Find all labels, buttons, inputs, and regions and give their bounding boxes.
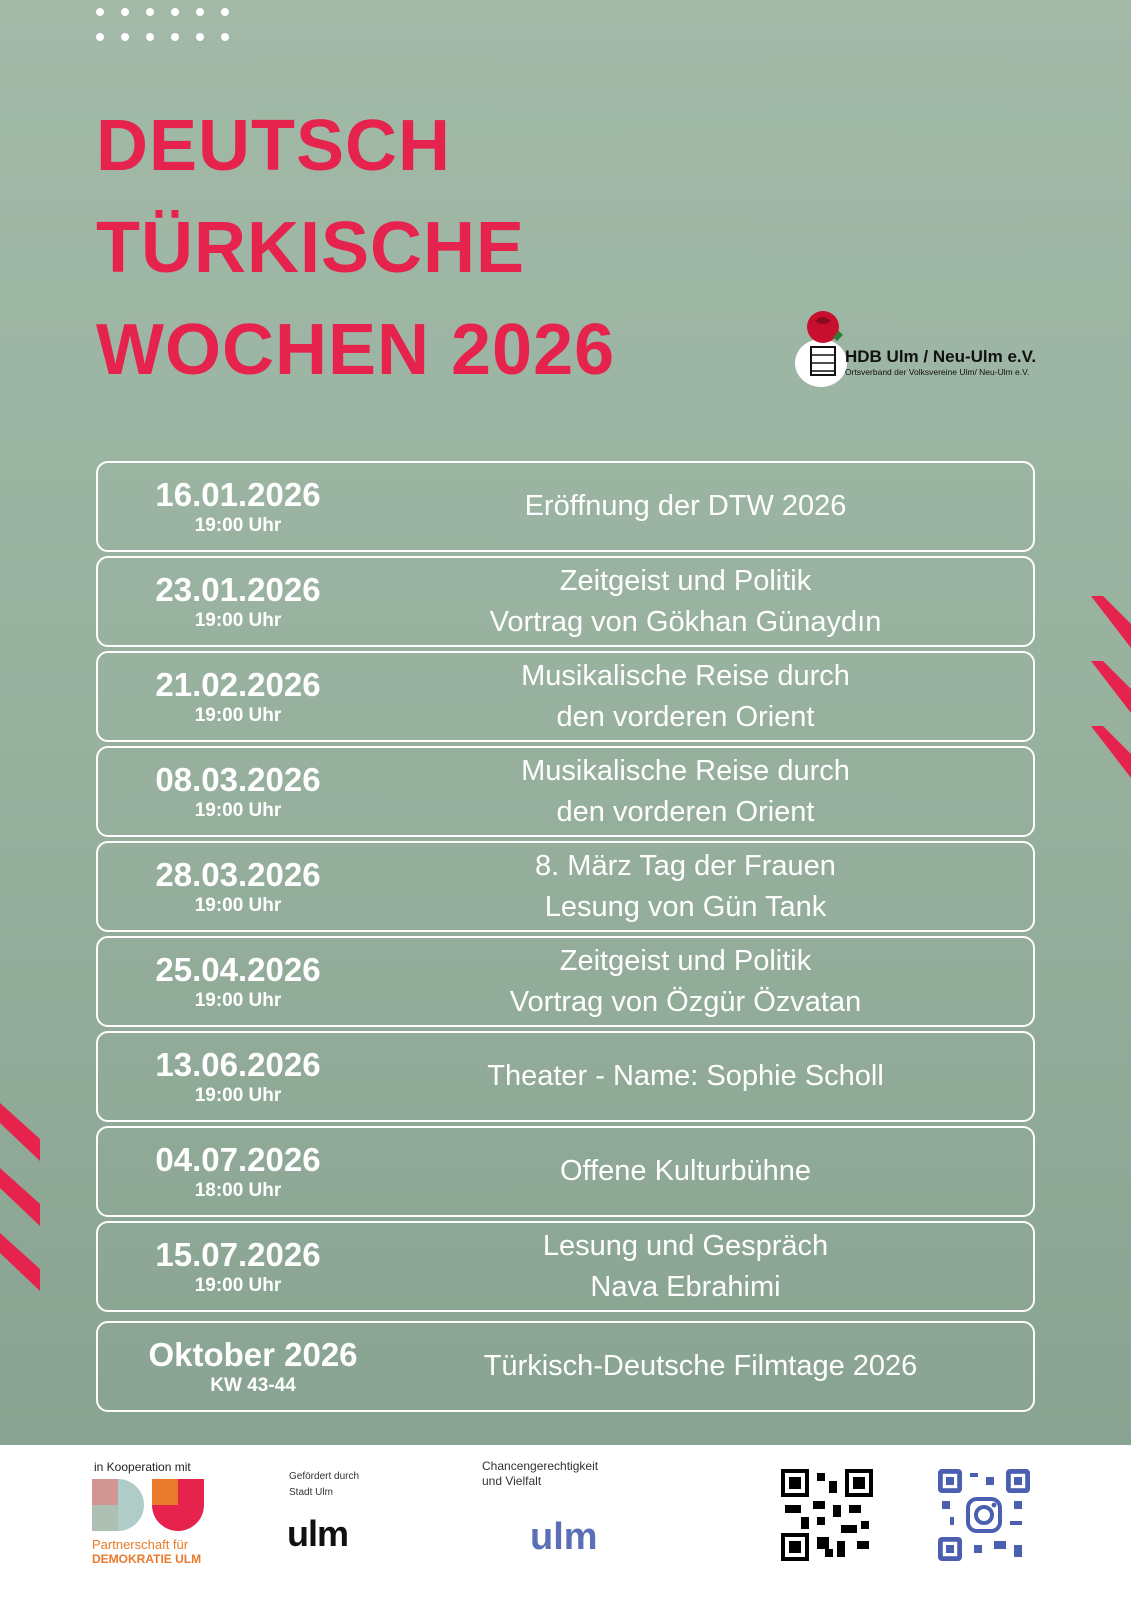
event-date: Oktober 2026 xyxy=(148,1335,358,1373)
event-time: 19:00 Uhr xyxy=(194,1274,282,1296)
event-subtitle: den vorderen Orient xyxy=(556,700,815,733)
event-datetime xyxy=(98,1336,408,1398)
funded-by-label: Gefördert durch xyxy=(289,1471,360,1482)
organizer-subtitle: Ortsverband der Volksvereine Ulm/ Neu-Ulm e.V. xyxy=(845,367,1030,377)
event-datetime xyxy=(98,571,378,633)
ulm-color-logo xyxy=(530,1513,612,1557)
event-time: 19:00 Uhr xyxy=(194,609,282,631)
event-row xyxy=(96,461,1035,552)
organizer-logo xyxy=(793,307,1037,389)
event-row xyxy=(96,1031,1035,1122)
cooperation-label: in Kooperation mit xyxy=(94,1460,191,1474)
event-title: Eröffnung der DTW 2026 xyxy=(524,490,847,522)
event-time: 19:00 Uhr xyxy=(194,514,282,536)
decorative-stripes-right xyxy=(1091,596,1131,796)
event-row xyxy=(96,1321,1035,1412)
demokratie-caption: DEMOKRATIE ULM xyxy=(92,1552,202,1566)
event-subtitle: den vorderen Orient xyxy=(556,795,815,828)
poster-title xyxy=(96,95,615,401)
event-row xyxy=(96,936,1035,1027)
decorative-dots xyxy=(96,8,236,44)
event-title: Musikalische Reise durch xyxy=(521,659,850,692)
event-row xyxy=(96,1126,1035,1217)
title-line-1: DEUTSCH xyxy=(96,106,452,186)
event-description xyxy=(378,561,1033,643)
event-date: 25.04.2026 xyxy=(155,950,321,988)
funded-by-city: Stadt Ulm xyxy=(289,1487,333,1498)
event-title: Zeitgeist und Politik xyxy=(559,564,812,597)
event-description xyxy=(378,656,1033,738)
event-description xyxy=(408,1346,1033,1387)
event-description xyxy=(378,941,1033,1023)
event-row xyxy=(96,746,1035,837)
event-time: 19:00 Uhr xyxy=(194,799,282,821)
sponsor-footer xyxy=(0,1445,1131,1600)
event-description xyxy=(378,486,1033,527)
event-date: 23.01.2026 xyxy=(155,570,321,608)
event-description xyxy=(378,1226,1033,1308)
instagram-qr-icon[interactable] xyxy=(938,1469,1030,1561)
event-time: 18:00 Uhr xyxy=(194,1179,282,1201)
partnerschaft-caption: Partnerschaft für xyxy=(92,1537,189,1552)
event-date: 16.01.2026 xyxy=(155,475,321,513)
event-time: 19:00 Uhr xyxy=(194,704,282,726)
event-description xyxy=(378,1151,1033,1192)
event-row xyxy=(96,841,1035,932)
ulm-color-logo-text: ulm xyxy=(530,1516,598,1557)
event-title: 8. März Tag der Frauen xyxy=(535,849,836,882)
event-description xyxy=(378,751,1033,833)
event-datetime xyxy=(98,1046,378,1108)
event-datetime xyxy=(98,856,378,918)
rose-fist-logo-icon xyxy=(795,311,847,387)
event-title: Türkisch-Deutsche Filmtage 2026 xyxy=(483,1350,918,1382)
event-list xyxy=(96,461,1035,1416)
event-time: 19:00 Uhr xyxy=(194,894,282,916)
event-datetime xyxy=(98,1236,378,1298)
event-title: Musikalische Reise durch xyxy=(521,754,850,787)
event-time: 19:00 Uhr xyxy=(194,989,282,1011)
title-line-2: TÜRKISCHE xyxy=(96,208,526,288)
event-datetime xyxy=(98,666,378,728)
event-datetime xyxy=(98,476,378,538)
ulm-logo: ulm xyxy=(287,1513,349,1554)
event-subtitle: Nava Ebrahimi xyxy=(590,1270,781,1303)
event-title: Theater - Name: Sophie Scholl xyxy=(487,1060,884,1092)
event-subtitle: Lesung von Gün Tank xyxy=(544,890,827,923)
organizer-name: HDB Ulm / Neu-Ulm e.V. xyxy=(845,347,1037,366)
event-title: Zeitgeist und Politik xyxy=(559,944,812,977)
event-row xyxy=(96,651,1035,742)
event-datetime xyxy=(98,1141,378,1203)
title-line-3: WOCHEN 2026 xyxy=(96,310,616,390)
chance-label-1: Chancengerechtigkeit xyxy=(482,1459,599,1473)
event-datetime xyxy=(98,761,378,823)
event-row xyxy=(96,556,1035,647)
event-datetime xyxy=(98,951,378,1013)
event-date: 28.03.2026 xyxy=(155,855,321,893)
partnerschaft-logo-icon xyxy=(92,1477,204,1535)
event-description xyxy=(378,1056,1033,1097)
event-subtitle: Vortrag von Özgür Özvatan xyxy=(509,985,862,1018)
event-date: 04.07.2026 xyxy=(155,1140,321,1178)
chance-label-2: und Vielfalt xyxy=(482,1474,542,1488)
event-date: 08.03.2026 xyxy=(155,760,321,798)
event-title: Offene Kulturbühne xyxy=(560,1155,811,1187)
event-subtitle: Vortrag von Gökhan Günaydın xyxy=(489,605,882,638)
event-title: Lesung und Gespräch xyxy=(542,1229,829,1262)
event-row xyxy=(96,1221,1035,1312)
qr-code-icon[interactable] xyxy=(781,1469,873,1561)
decorative-stripes-left xyxy=(0,1103,40,1303)
event-date: 13.06.2026 xyxy=(155,1045,321,1083)
event-time: 19:00 Uhr xyxy=(194,1084,282,1106)
event-date: 15.07.2026 xyxy=(155,1235,321,1273)
event-date: 21.02.2026 xyxy=(155,665,321,703)
event-description xyxy=(378,846,1033,928)
event-time: KW 43-44 xyxy=(210,1374,296,1396)
